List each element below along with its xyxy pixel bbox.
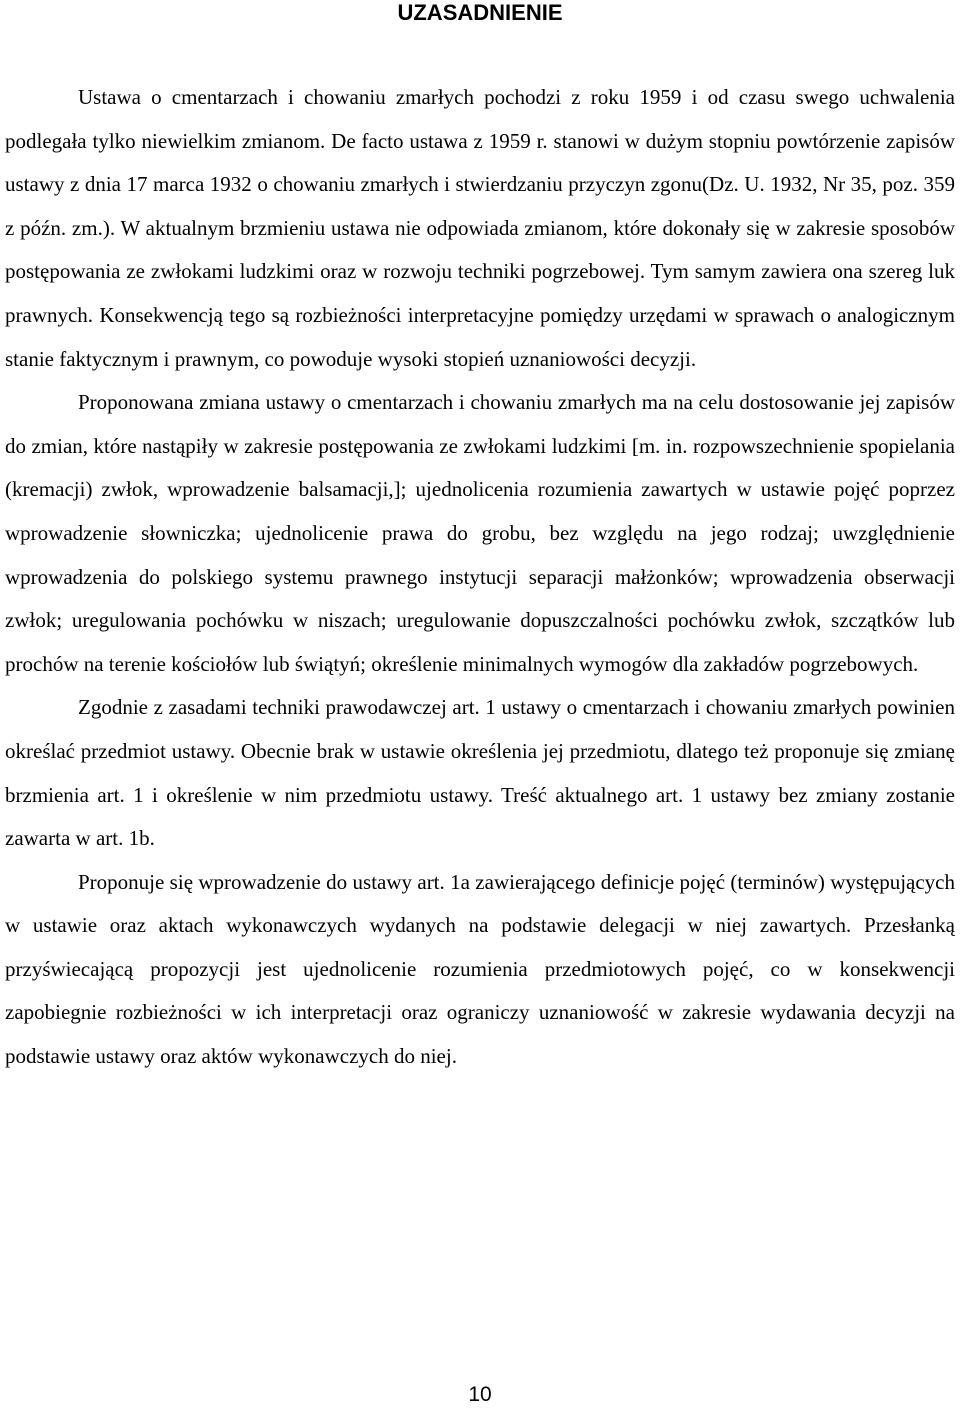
page-number: 10 — [468, 1383, 492, 1406]
paragraph-4: Proponuje się wprowadzenie do ustawy art. 1a zawierającego definicje pojęć (terminów) występujących w ustawie oraz aktach wykonawczych wydanych na podstawie delegacji w niej zawartych. Przesłanką przyświecającą propozycji jest ujednolicenie rozumienia przedmiotowych pojęć, co w konsekwencji zapobiegnie rozbieżności w ich interpretacji oraz ograniczy uznaniowość w zakresie wydawania decyzji na podstawie ustawy oraz aktów wykonawczych do niej. — [5, 869, 955, 1069]
document-body — [5, 76, 955, 1079]
document-title: UZASADNIENIE — [397, 0, 563, 25]
paragraph-1: Ustawa o cmentarzach i chowaniu zmarłych pochodzi z roku 1959 i od czasu swego uchwalenia podlegała tylko niewielkim zmianom. De facto ustawa z 1959 r. stanowi w dużym stopniu powtórzenie zapisów ustawy z dnia 17 marca 1932 o chowaniu zmarłych i stwierdzaniu przyczyn zgonu(Dz. U. 1932, Nr 35, poz. 359 z późn. zm.). W aktualnym brzmieniu ustawa nie odpowiada zmianom, które dokonały się w zakresie sposobów postępowania ze zwłokami ludzkimi oraz w rozwoju techniki pogrzebowej. Tym samym zawiera ona szereg luk prawnych. Konsekwencją tego są rozbieżności interpretacyjne pomiędzy urzędami w sprawach o analogicznym stanie faktycznym i prawnym, co powoduje wysoki stopień uznaniowości decyzji. — [5, 85, 955, 371]
paragraph-2: Proponowana zmiana ustawy o cmentarzach i chowaniu zmarłych ma na celu dostosowanie jej zapisów do zmian, które nastąpiły w zakresie postępowania ze zwłokami ludzkimi [m. in. rozpowszechnienie spopielania (kremacji) zwłok, wprowadzenie balsamacji,]; ujednolicenia rozumienia zawartych w ustawie pojęć poprzez wprowadzenie słowniczka; ujednolicenie prawa do grobu, bez względu na jego rodzaj; uwzględnienie wprowadzenia do polskiego systemu prawnego instytucji separacji małżonków; wprowadzenia obserwacji zwłok; uregulowania pochówku w niszach; uregulowanie dopuszczalności pochówku zwłok, szczątków lub prochów na terenie kościołów lub świątyń; określenie minimalnych wymogów dla zakładów pogrzebowych. — [5, 390, 955, 676]
paragraph-3: Zgodnie z zasadami techniki prawodawczej art. 1 ustawy o cmentarzach i chowaniu zmarłych powinien określać przedmiot ustawy. Obecnie brak w ustawie określenia jej przedmiotu, dlatego też proponuje się zmianę brzmienia art. 1 i określenie w nim przedmiotu ustawy. Treść aktualnego art. 1 ustawy bez zmiany zostanie zawarta w art. 1b. — [5, 695, 955, 851]
